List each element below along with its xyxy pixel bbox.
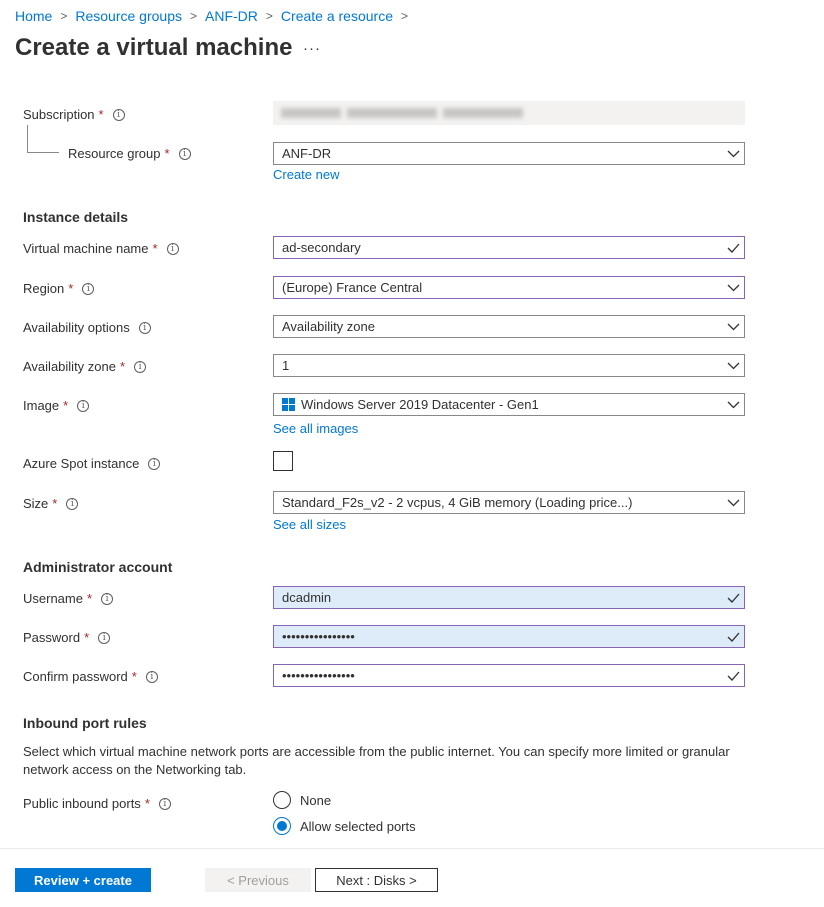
required-marker: *	[152, 241, 158, 256]
password-value: ••••••••••••••••	[282, 629, 355, 644]
public-ports-label-text: Public inbound ports	[23, 796, 141, 811]
required-marker: *	[63, 398, 69, 413]
windows-logo-icon	[282, 398, 295, 411]
required-marker: *	[119, 359, 126, 374]
region-label	[23, 281, 94, 296]
size-label-text: Size	[23, 496, 49, 511]
confirm-password-value: ••••••••••••••••	[282, 668, 355, 683]
size-label	[23, 496, 78, 511]
info-icon[interactable]: i	[146, 671, 158, 683]
username-label	[23, 591, 113, 606]
username-value: dcadmin	[282, 590, 332, 605]
footer-divider	[0, 848, 824, 849]
breadcrumb-home[interactable]: Home	[15, 8, 53, 24]
chevron-down-icon	[722, 401, 744, 409]
availability-zone-value: 1	[282, 358, 290, 373]
public-ports-label	[23, 796, 171, 811]
info-icon[interactable]: i	[77, 400, 89, 412]
chevron-right-icon: >	[190, 9, 198, 23]
breadcrumb	[15, 8, 416, 24]
info-icon[interactable]: i	[82, 283, 94, 295]
section-administrator-account: Administrator account	[23, 559, 173, 575]
password-label-text: Password	[23, 630, 81, 645]
see-all-images-link[interactable]: See all images	[273, 421, 359, 436]
redacted-text	[347, 108, 437, 118]
required-marker: *	[144, 796, 150, 811]
radio-allow-selected-label: Allow selected ports	[300, 818, 416, 834]
image-label	[23, 398, 89, 413]
section-inbound-port-rules: Inbound port rules	[23, 715, 147, 731]
required-marker: *	[68, 281, 74, 296]
next-disks-button[interactable]: Next : Disks >	[315, 868, 438, 892]
confirm-password-label-text: Confirm password	[23, 669, 128, 684]
tree-connector	[27, 152, 59, 153]
confirm-password-input[interactable]	[273, 664, 745, 687]
chevron-right-icon: >	[265, 9, 273, 23]
radio-option-none[interactable]	[273, 791, 331, 809]
region-label-text: Region	[23, 281, 65, 296]
chevron-right-icon: >	[400, 9, 408, 23]
redacted-text	[281, 108, 341, 118]
breadcrumb-create-resource[interactable]: Create a resource	[280, 8, 393, 24]
info-icon[interactable]: i	[148, 458, 160, 470]
vm-name-label	[23, 241, 179, 256]
resource-group-select[interactable]	[273, 142, 745, 165]
password-input[interactable]	[273, 625, 745, 648]
subscription-select[interactable]	[273, 101, 745, 125]
vm-name-value: ad-secondary	[282, 240, 361, 255]
info-icon[interactable]: i	[139, 322, 151, 334]
required-marker: *	[52, 496, 58, 511]
chevron-down-icon	[722, 323, 744, 331]
chevron-down-icon	[722, 150, 744, 158]
page-title: Create a virtual machine	[15, 34, 293, 61]
info-icon[interactable]: i	[159, 798, 171, 810]
previous-button[interactable]: < Previous	[205, 868, 311, 892]
breadcrumb-anf-dr[interactable]: ANF-DR	[205, 8, 258, 24]
checkmark-icon	[722, 671, 744, 681]
confirm-password-label	[23, 669, 158, 684]
availability-options-select[interactable]	[273, 315, 745, 338]
spot-instance-label-text: Azure Spot instance	[23, 456, 140, 471]
username-input[interactable]	[273, 586, 745, 609]
password-label	[23, 630, 110, 645]
info-icon[interactable]: i	[167, 243, 179, 255]
region-select[interactable]	[273, 276, 745, 299]
region-value: (Europe) France Central	[282, 280, 423, 295]
vm-name-label-text: Virtual machine name	[23, 241, 149, 256]
review-create-button[interactable]: Review + create	[15, 868, 151, 892]
radio-none[interactable]	[273, 791, 291, 809]
more-options-button[interactable]: ···	[303, 40, 321, 57]
info-icon[interactable]: i	[113, 109, 125, 121]
required-marker: *	[131, 669, 137, 684]
resource-group-label	[68, 146, 191, 161]
vm-name-input[interactable]	[273, 236, 745, 259]
availability-options-label-text: Availability options	[23, 320, 130, 335]
chevron-down-icon	[722, 284, 744, 292]
inbound-description: Select which virtual machine network ports are accessible from the public internet. You can specify more limited or granular network access on the Networking tab.	[23, 744, 730, 777]
size-value: Standard_F2s_v2 - 2 vcpus, 4 GiB memory (Loading price...)	[282, 495, 633, 510]
subscription-label-text: Subscription	[23, 107, 95, 122]
radio-none-label: None	[300, 792, 332, 808]
availability-zone-label-text: Availability zone	[23, 359, 116, 374]
subscription-label	[23, 107, 125, 122]
username-label-text: Username	[23, 591, 83, 606]
resource-group-value: ANF-DR	[282, 146, 332, 161]
required-marker: *	[164, 146, 170, 161]
see-all-sizes-link[interactable]: See all sizes	[273, 517, 346, 532]
required-marker: *	[86, 591, 93, 606]
image-value: Windows Server 2019 Datacenter - Gen1	[301, 397, 539, 412]
checkmark-icon	[722, 593, 744, 603]
availability-zone-select[interactable]	[273, 354, 745, 377]
size-select[interactable]	[273, 491, 745, 514]
info-icon[interactable]: i	[98, 632, 110, 644]
breadcrumb-resource-groups[interactable]: Resource groups	[75, 8, 182, 24]
radio-option-allow-selected[interactable]	[273, 817, 416, 835]
info-icon[interactable]: i	[101, 593, 113, 605]
tree-connector	[27, 125, 28, 152]
required-marker: *	[98, 107, 104, 122]
chevron-right-icon: >	[60, 9, 68, 23]
info-icon[interactable]: i	[134, 361, 146, 373]
create-new-link[interactable]: Create new	[273, 167, 340, 182]
availability-options-value: Availability zone	[282, 319, 375, 334]
availability-zone-label	[23, 359, 146, 374]
spot-instance-checkbox[interactable]	[273, 451, 293, 471]
checkmark-icon	[722, 243, 744, 253]
radio-allow-selected[interactable]	[273, 817, 291, 835]
section-instance-details: Instance details	[23, 209, 129, 225]
chevron-down-icon	[722, 362, 744, 370]
redacted-text	[443, 108, 523, 118]
info-icon[interactable]: i	[179, 148, 191, 160]
chevron-down-icon	[722, 499, 744, 507]
checkmark-icon	[722, 632, 744, 642]
resource-group-label-text: Resource group	[68, 146, 161, 161]
required-marker: *	[84, 630, 90, 645]
info-icon[interactable]: i	[66, 498, 78, 510]
availability-options-label	[23, 320, 151, 335]
image-select[interactable]	[273, 393, 745, 416]
image-label-text: Image	[23, 398, 60, 413]
spot-instance-label	[23, 456, 160, 471]
